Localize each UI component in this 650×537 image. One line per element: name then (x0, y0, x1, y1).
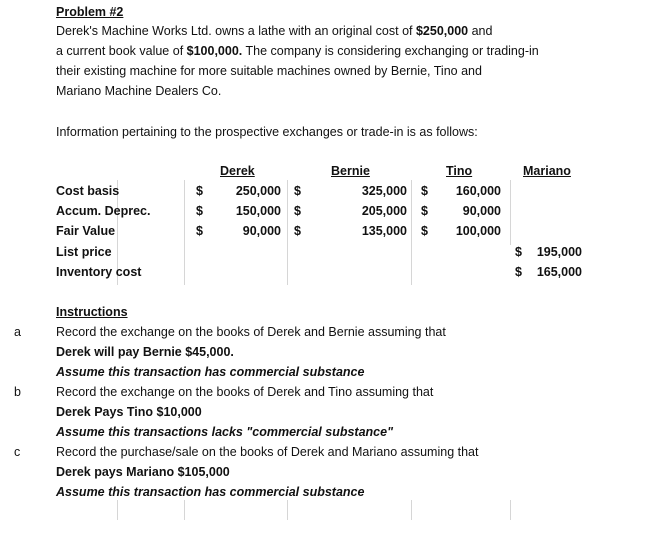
intro-line-2 (56, 41, 539, 61)
instruction-line-1: Record the exchange on the books of Derek and Tino assuming that (56, 385, 434, 399)
intro-and: and (468, 24, 493, 38)
header-mariano: Mariano (523, 164, 571, 178)
row-label: Fair Value (56, 224, 116, 238)
grid-line (184, 500, 185, 520)
mariano-dollar-sign: $ (515, 245, 522, 259)
instruction-note: Assume this transaction has commercial substance (56, 365, 365, 379)
row-label: List price (56, 245, 112, 259)
instruction-note: Assume this transaction has commercial substance (56, 485, 365, 499)
instruction-letter: c (14, 445, 21, 459)
instruction-letter: b (14, 385, 21, 399)
instruction-letter: a (14, 325, 21, 339)
intro-text-2: a current book value of (56, 44, 187, 58)
grid-line (411, 180, 412, 285)
intro-line-4: Mariano Machine Dealers Co. (56, 84, 222, 98)
row-label: Cost basis (56, 184, 120, 198)
tino-value: 160,000 (455, 184, 501, 198)
grid-line (117, 500, 118, 520)
grid-line (411, 500, 412, 520)
mariano-value: 165,000 (536, 265, 582, 279)
bernie-dollar-sign: $ (294, 204, 301, 218)
instructions-heading: Instructions (56, 305, 128, 319)
bernie-value: 325,000 (361, 184, 407, 198)
grid-line (287, 500, 288, 520)
derek-value: 250,000 (235, 184, 281, 198)
grid-line (510, 180, 511, 245)
problem-title: Problem #2 (56, 5, 124, 19)
row-label: Accum. Deprec. (56, 204, 151, 218)
tino-dollar-sign: $ (421, 204, 428, 218)
instruction-line-1: Record the exchange on the books of Derek and Bernie assuming that (56, 325, 446, 339)
grid-line (287, 180, 288, 285)
bernie-dollar-sign: $ (294, 224, 301, 238)
instruction-line-2: Derek will pay Bernie $45,000. (56, 345, 234, 359)
instruction-note: Assume this transactions lacks "commercial substance" (56, 425, 393, 439)
intro-line-3: their existing machine for more suitable machines owned by Bernie, Tino and (56, 64, 482, 78)
header-derek: Derek (220, 164, 255, 178)
header-bernie: Bernie (331, 164, 370, 178)
derek-dollar-sign: $ (196, 204, 203, 218)
row-label: Inventory cost (56, 265, 142, 279)
bernie-value: 135,000 (361, 224, 407, 238)
bernie-dollar-sign: $ (294, 184, 301, 198)
info-line: Information pertaining to the prospective exchanges or trade-in is as follows: (56, 125, 478, 139)
grid-line (510, 500, 511, 520)
instruction-line-2: Derek pays Mariano $105,000 (56, 465, 230, 479)
bernie-value: 205,000 (361, 204, 407, 218)
derek-dollar-sign: $ (196, 184, 203, 198)
tino-dollar-sign: $ (421, 224, 428, 238)
tino-dollar-sign: $ (421, 184, 428, 198)
grid-line (184, 180, 185, 285)
mariano-value: 195,000 (536, 245, 582, 259)
intro-text-2-rest: The company is considering exchanging or trading-in (242, 44, 539, 58)
derek-value: 90,000 (242, 224, 281, 238)
derek-dollar-sign: $ (196, 224, 203, 238)
instruction-line-1: Record the purchase/sale on the books of Derek and Mariano assuming that (56, 445, 479, 459)
mariano-dollar-sign: $ (515, 265, 522, 279)
intro-book-value: $100,000. (186, 44, 243, 58)
tino-value: 90,000 (462, 204, 501, 218)
intro-text-1: Derek's Machine Works Ltd. owns a lathe with an original cost of (56, 24, 416, 38)
intro-cost: $250,000 (415, 24, 469, 38)
header-tino: Tino (446, 164, 473, 178)
intro-line-1 (56, 21, 492, 41)
tino-value: 100,000 (455, 224, 501, 238)
instruction-line-2: Derek Pays Tino $10,000 (56, 405, 202, 419)
derek-value: 150,000 (235, 204, 281, 218)
